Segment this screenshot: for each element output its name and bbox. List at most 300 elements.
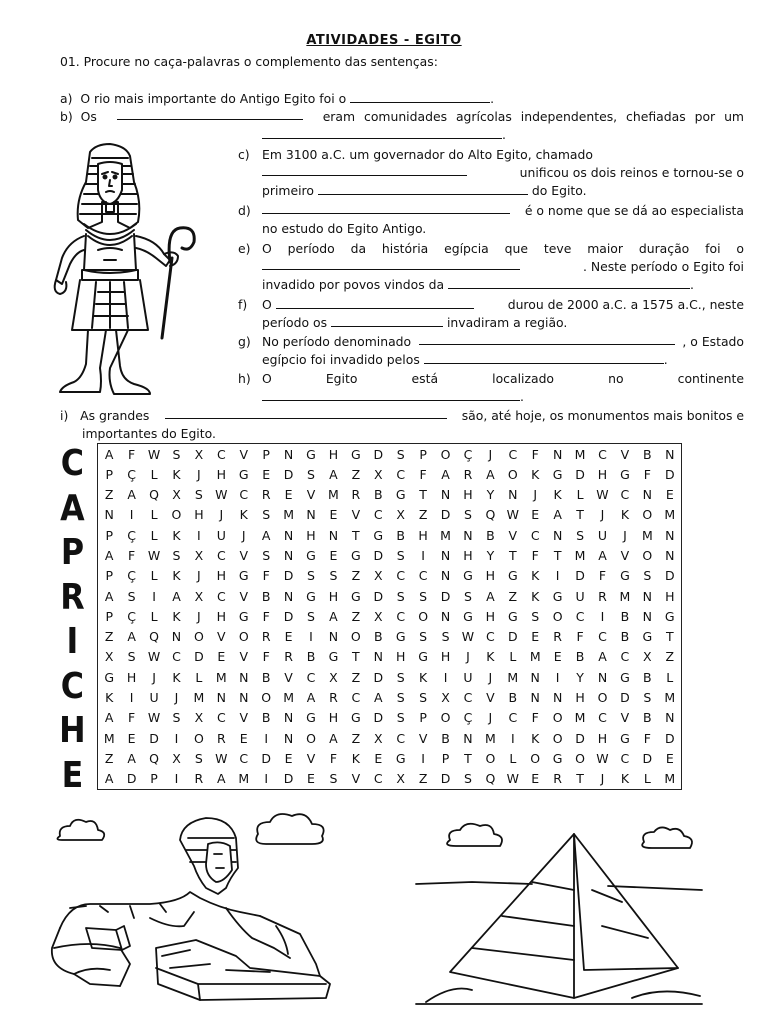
word-search-cell[interactable]: L — [150, 527, 158, 543]
word-search-cell[interactable]: N — [283, 446, 294, 462]
word-search-cell[interactable]: F — [262, 649, 270, 665]
word-search-cell[interactable]: R — [329, 690, 338, 706]
word-search-cell[interactable]: O — [552, 730, 563, 746]
word-search-cell[interactable]: I — [129, 507, 134, 523]
word-search-cell[interactable]: G — [238, 466, 249, 482]
word-search-cell[interactable]: C — [620, 649, 630, 665]
word-search-cell[interactable]: A — [441, 466, 450, 482]
word-search-cell[interactable]: N — [216, 690, 226, 706]
word-search-cell[interactable]: J — [600, 507, 605, 523]
word-search-cell[interactable]: R — [553, 629, 562, 645]
word-search-cell[interactable]: N — [665, 527, 675, 543]
word-search-cell[interactable]: C — [396, 466, 406, 482]
word-search-cell[interactable]: L — [150, 466, 158, 482]
word-search-cell[interactable]: Y — [486, 548, 495, 564]
word-search-cell[interactable]: I — [443, 669, 448, 685]
word-search-cell[interactable]: T — [419, 487, 427, 503]
word-search-cell[interactable]: D — [283, 771, 294, 787]
word-search-cell[interactable]: B — [261, 710, 271, 726]
word-search-cell[interactable]: T — [352, 527, 360, 543]
word-search-cell[interactable]: M — [664, 771, 676, 787]
word-search-cell[interactable]: E — [284, 750, 293, 766]
word-search-cell[interactable]: F — [419, 466, 427, 482]
word-search-cell[interactable]: Q — [485, 507, 496, 523]
word-search-cell[interactable]: N — [508, 487, 518, 503]
word-search-cell[interactable]: F — [531, 710, 539, 726]
word-search-cell[interactable]: W — [147, 710, 161, 726]
word-search-cell[interactable]: R — [261, 629, 271, 645]
word-search-cell[interactable]: Z — [418, 507, 428, 523]
word-search-cell[interactable]: C — [575, 608, 585, 624]
word-search-cell[interactable]: E — [217, 649, 226, 665]
word-search-cell[interactable]: X — [396, 507, 405, 523]
word-search-cell[interactable]: G — [306, 588, 316, 604]
word-search-cell[interactable]: A — [261, 527, 271, 543]
word-search-cell[interactable]: N — [597, 669, 608, 685]
answer-blank[interactable] — [165, 407, 447, 419]
word-search-cell[interactable]: V — [620, 710, 630, 726]
word-search-cell[interactable]: H — [126, 669, 137, 685]
word-search-cell[interactable]: Y — [486, 487, 495, 503]
word-search-cell[interactable]: M — [328, 487, 339, 503]
word-search-cell[interactable]: N — [665, 710, 675, 726]
word-search-cell[interactable]: J — [197, 608, 201, 624]
word-search-cell[interactable]: V — [239, 710, 249, 726]
word-search-cell[interactable]: M — [529, 649, 541, 665]
word-search-cell[interactable]: Ç — [127, 608, 136, 624]
word-search-cell[interactable]: T — [464, 750, 472, 766]
word-search-cell[interactable]: K — [105, 690, 114, 706]
word-search-cell[interactable]: C — [216, 548, 226, 564]
word-search-cell[interactable]: H — [328, 446, 339, 462]
word-search-cell[interactable]: L — [150, 608, 158, 624]
word-search-cell[interactable]: P — [419, 446, 427, 462]
word-search-cell[interactable]: A — [329, 608, 338, 624]
word-search-cell[interactable]: K — [531, 568, 540, 584]
word-search-cell[interactable]: G — [351, 446, 361, 462]
word-search-cell[interactable]: O — [440, 446, 451, 462]
word-search-cell[interactable]: H — [328, 710, 339, 726]
word-search-cell[interactable]: D — [283, 568, 294, 584]
word-search-cell[interactable]: X — [194, 710, 204, 726]
word-search-cell[interactable]: H — [575, 690, 585, 706]
word-search-cell[interactable]: X — [172, 487, 181, 503]
word-search-cell[interactable]: Z — [418, 771, 428, 787]
word-search-cell[interactable]: G — [620, 730, 630, 746]
word-search-cell[interactable]: E — [531, 629, 540, 645]
word-search-cell[interactable]: X — [104, 649, 114, 665]
word-search-cell[interactable]: G — [507, 608, 518, 624]
word-search-cell[interactable]: V — [620, 548, 630, 564]
word-search-cell[interactable]: Z — [351, 730, 361, 746]
word-search-cell[interactable]: N — [552, 446, 563, 462]
word-search-cell[interactable]: O — [171, 507, 182, 523]
word-search-cell[interactable]: H — [418, 527, 428, 543]
word-search-cell[interactable]: G — [552, 750, 563, 766]
word-search-cell[interactable]: V — [418, 730, 428, 746]
word-search-cell[interactable]: S — [643, 690, 652, 706]
answer-blank[interactable] — [117, 108, 303, 120]
word-search-cell[interactable]: X — [373, 466, 383, 482]
word-search-cell[interactable]: N — [283, 710, 294, 726]
word-search-cell[interactable]: N — [283, 730, 294, 746]
word-search-cell[interactable]: N — [328, 629, 339, 645]
word-search-cell[interactable]: E — [262, 466, 271, 482]
word-search-cell[interactable]: I — [600, 608, 605, 624]
word-search-cell[interactable]: N — [440, 608, 451, 624]
word-search-cell[interactable]: C — [530, 527, 540, 543]
word-search-cell[interactable]: S — [463, 507, 472, 523]
word-search-cell[interactable]: B — [643, 710, 652, 726]
word-search-cell[interactable]: E — [374, 750, 383, 766]
word-search-cell[interactable]: N — [552, 527, 563, 543]
word-search-cell[interactable]: T — [576, 507, 584, 523]
word-search-cell[interactable]: R — [598, 588, 607, 604]
word-search-cell[interactable]: H — [395, 649, 406, 665]
word-search-cell[interactable]: D — [149, 730, 159, 746]
word-search-cell[interactable]: Z — [104, 629, 114, 645]
word-search-cell[interactable]: D — [664, 466, 675, 482]
word-search-cell[interactable]: Q — [485, 771, 496, 787]
word-search-cell[interactable]: I — [174, 730, 179, 746]
word-search-cell[interactable]: E — [284, 487, 293, 503]
word-search-cell[interactable]: V — [239, 588, 249, 604]
word-search-cell[interactable]: A — [104, 710, 114, 726]
word-search-cell[interactable]: C — [396, 568, 406, 584]
word-search-cell[interactable]: X — [194, 446, 204, 462]
word-search-cell[interactable]: P — [150, 771, 158, 787]
word-search-cell[interactable]: K — [351, 750, 360, 766]
word-search-cell[interactable]: X — [373, 608, 383, 624]
word-search-cell[interactable]: E — [307, 771, 315, 787]
word-search-cell[interactable]: D — [283, 466, 294, 482]
word-search-cell[interactable]: G — [620, 669, 630, 685]
word-search-cell[interactable]: D — [642, 750, 653, 766]
word-search-cell[interactable]: Ç — [463, 710, 473, 726]
word-search-cell[interactable]: P — [419, 710, 427, 726]
word-search-cell[interactable]: U — [463, 669, 473, 685]
word-search-cell[interactable]: H — [440, 649, 451, 665]
word-search-cell[interactable]: M — [507, 669, 519, 685]
word-search-cell[interactable]: F — [262, 568, 270, 584]
word-search-cell[interactable]: K — [172, 608, 181, 624]
word-search-cell[interactable]: D — [126, 771, 137, 787]
word-search-cell[interactable]: A — [486, 588, 495, 604]
word-search-cell[interactable]: S — [307, 466, 315, 482]
word-search-cell[interactable]: K — [620, 771, 630, 787]
word-search-cell[interactable]: K — [553, 487, 562, 503]
word-search-cell[interactable]: C — [598, 446, 607, 462]
word-search-cell[interactable]: K — [239, 507, 248, 523]
word-search-cell[interactable]: Ç — [463, 446, 473, 462]
word-search-cell[interactable]: M — [484, 730, 496, 746]
word-search-cell[interactable]: S — [396, 548, 405, 564]
word-search-cell[interactable]: N — [530, 669, 540, 685]
word-search-cell[interactable]: A — [104, 446, 114, 462]
word-search-cell[interactable]: M — [641, 527, 653, 543]
word-search-cell[interactable]: D — [261, 750, 271, 766]
word-search-cell[interactable]: F — [128, 446, 136, 462]
word-search-cell[interactable]: A — [104, 771, 114, 787]
word-search-cell[interactable]: G — [642, 629, 653, 645]
word-search-cell[interactable]: Z — [351, 466, 361, 482]
answer-blank[interactable] — [419, 333, 675, 345]
word-search-cell[interactable]: N — [328, 527, 339, 543]
word-search-cell[interactable]: Ç — [127, 568, 136, 584]
word-search-cell[interactable]: Z — [104, 750, 114, 766]
word-search-cell[interactable]: M — [574, 548, 586, 564]
word-search-cell[interactable]: P — [105, 608, 113, 624]
word-search-cell[interactable]: G — [620, 466, 630, 482]
word-search-cell[interactable]: V — [239, 446, 249, 462]
word-search-cell[interactable]: C — [216, 710, 226, 726]
word-search-cell[interactable]: O — [642, 548, 653, 564]
word-search-cell[interactable]: F — [262, 608, 270, 624]
word-search-cell[interactable]: J — [600, 771, 605, 787]
word-search-cell[interactable]: O — [261, 690, 272, 706]
word-search-cell[interactable]: Q — [149, 629, 159, 645]
word-search-cell[interactable]: J — [219, 507, 224, 523]
word-search-cell[interactable]: S — [396, 690, 405, 706]
word-search-cell[interactable]: A — [217, 771, 226, 787]
word-search-cell[interactable]: T — [553, 548, 562, 564]
word-search-cell[interactable]: C — [598, 629, 607, 645]
answer-blank[interactable] — [331, 315, 443, 327]
word-search-cell[interactable]: S — [463, 588, 472, 604]
word-search-cell[interactable]: U — [597, 527, 608, 543]
word-search-cell[interactable]: H — [328, 588, 339, 604]
word-search-cell[interactable]: S — [419, 690, 428, 706]
word-search-cell[interactable]: D — [575, 730, 585, 746]
word-search-cell[interactable]: G — [351, 588, 361, 604]
word-search-cell[interactable]: G — [328, 649, 339, 665]
word-search-cell[interactable]: K — [172, 466, 181, 482]
word-search-cell[interactable]: N — [665, 446, 675, 462]
word-search-cell[interactable]: A — [104, 548, 114, 564]
word-search-cell[interactable]: G — [418, 649, 428, 665]
word-search-cell[interactable]: B — [643, 669, 652, 685]
word-search-cell[interactable]: M — [193, 690, 205, 706]
word-search-cell[interactable]: L — [150, 568, 158, 584]
word-search-cell[interactable]: N — [552, 690, 563, 706]
word-search-cell[interactable]: B — [620, 608, 630, 624]
word-search-cell[interactable]: O — [306, 730, 316, 746]
word-search-cell[interactable]: Q — [149, 487, 159, 503]
word-search-cell[interactable]: J — [174, 690, 179, 706]
word-search-cell[interactable]: M — [574, 446, 586, 462]
word-search-cell[interactable]: S — [194, 750, 203, 766]
word-search-cell[interactable]: F — [128, 710, 136, 726]
word-search-cell[interactable]: I — [264, 730, 268, 746]
word-search-cell[interactable]: N — [306, 507, 316, 523]
word-search-cell[interactable]: H — [216, 466, 227, 482]
word-search-cell[interactable]: N — [642, 487, 653, 503]
word-search-cell[interactable]: J — [623, 527, 627, 543]
word-search-cell[interactable]: S — [194, 487, 203, 503]
answer-blank[interactable] — [424, 352, 664, 364]
word-search-cell[interactable]: V — [306, 750, 316, 766]
word-search-cell[interactable]: T — [352, 649, 360, 665]
word-search-cell[interactable]: H — [194, 507, 204, 523]
word-search-cell[interactable]: B — [306, 649, 316, 665]
word-search-cell[interactable]: E — [553, 649, 562, 665]
word-search-cell[interactable]: J — [197, 466, 201, 482]
word-search-cell[interactable]: A — [486, 466, 495, 482]
word-search-cell[interactable]: N — [463, 730, 473, 746]
word-search-cell[interactable]: U — [149, 690, 159, 706]
word-search-cell[interactable]: M — [619, 588, 631, 604]
word-search-cell[interactable]: M — [238, 771, 250, 787]
word-search-cell[interactable]: H — [665, 588, 675, 604]
word-search-cell[interactable]: I — [510, 730, 515, 746]
word-search-cell[interactable]: B — [396, 527, 405, 543]
word-search-cell[interactable]: C — [306, 669, 316, 685]
word-search-cell[interactable]: N — [104, 507, 114, 523]
word-search-cell[interactable]: P — [441, 750, 450, 766]
word-search-cell[interactable]: W — [147, 649, 161, 665]
word-search-cell[interactable]: A — [127, 487, 136, 503]
word-search-cell[interactable]: T — [576, 771, 584, 787]
word-search-cell[interactable]: C — [598, 710, 607, 726]
word-search-cell[interactable]: X — [373, 730, 383, 746]
word-search-cell[interactable]: C — [216, 588, 226, 604]
word-search-cell[interactable]: M — [664, 690, 676, 706]
word-search-cell[interactable]: G — [351, 710, 361, 726]
word-search-cell[interactable]: M — [283, 690, 294, 706]
word-search-cell[interactable]: O — [507, 466, 518, 482]
answer-blank[interactable] — [262, 202, 510, 214]
word-search-cell[interactable]: D — [373, 548, 384, 564]
word-search-cell[interactable]: G — [507, 568, 518, 584]
word-search-cell[interactable]: M — [664, 507, 676, 523]
word-search-cell[interactable]: S — [396, 710, 405, 726]
word-search-cell[interactable]: S — [329, 771, 338, 787]
word-search-cell[interactable]: S — [396, 669, 405, 685]
word-search-cell[interactable]: N — [463, 527, 473, 543]
word-search-cell[interactable]: F — [643, 466, 651, 482]
word-search-cell[interactable]: L — [643, 771, 651, 787]
word-search-cell[interactable]: U — [216, 527, 226, 543]
word-search-cell[interactable]: M — [215, 669, 227, 685]
word-search-cell[interactable]: R — [216, 730, 226, 746]
word-search-cell[interactable]: G — [238, 568, 249, 584]
word-search-cell[interactable]: V — [306, 487, 316, 503]
word-search-cell[interactable]: K — [172, 669, 181, 685]
word-search-cell[interactable]: D — [620, 690, 630, 706]
word-search-cell[interactable]: H — [463, 487, 473, 503]
word-search-cell[interactable]: X — [373, 568, 383, 584]
word-search-cell[interactable]: J — [152, 669, 156, 685]
word-search-cell[interactable]: X — [194, 588, 204, 604]
word-search-grid[interactable] — [97, 443, 682, 790]
word-search-cell[interactable]: C — [508, 710, 518, 726]
word-search-cell[interactable]: O — [440, 710, 451, 726]
word-search-cell[interactable]: R — [351, 487, 361, 503]
word-search-cell[interactable]: I — [174, 771, 179, 787]
word-search-cell[interactable]: B — [441, 730, 450, 746]
word-search-cell[interactable]: B — [261, 588, 271, 604]
word-search-cell[interactable]: C — [463, 690, 473, 706]
word-search-cell[interactable]: P — [105, 527, 113, 543]
word-search-cell[interactable]: A — [127, 750, 136, 766]
word-search-cell[interactable]: N — [440, 548, 451, 564]
word-search-cell[interactable]: D — [507, 629, 518, 645]
word-search-cell[interactable]: I — [309, 629, 313, 645]
word-search-cell[interactable]: R — [463, 466, 473, 482]
word-search-cell[interactable]: U — [575, 588, 585, 604]
word-search-cell[interactable]: V — [351, 771, 361, 787]
word-search-cell[interactable]: I — [264, 771, 268, 787]
word-search-cell[interactable]: M — [283, 507, 294, 523]
word-search-cell[interactable]: S — [419, 588, 428, 604]
word-search-cell[interactable]: J — [533, 487, 538, 503]
word-search-cell[interactable]: I — [129, 690, 134, 706]
word-search-cell[interactable]: Z — [351, 669, 361, 685]
word-search-cell[interactable]: S — [307, 608, 315, 624]
word-search-cell[interactable]: K — [531, 730, 540, 746]
word-search-cell[interactable]: J — [466, 649, 470, 665]
word-search-cell[interactable]: P — [262, 446, 270, 462]
word-search-cell[interactable]: A — [172, 588, 181, 604]
word-search-cell[interactable]: N — [239, 690, 249, 706]
word-search-cell[interactable]: O — [552, 710, 563, 726]
word-search-cell[interactable]: S — [531, 608, 540, 624]
word-search-cell[interactable]: Z — [351, 568, 361, 584]
word-search-cell[interactable]: N — [283, 527, 294, 543]
word-search-cell[interactable]: Q — [149, 750, 159, 766]
word-search-cell[interactable]: K — [620, 507, 630, 523]
answer-blank[interactable] — [318, 183, 528, 195]
word-search-cell[interactable]: E — [127, 730, 136, 746]
word-search-cell[interactable]: K — [486, 649, 495, 665]
answer-blank[interactable] — [262, 258, 520, 270]
word-search-cell[interactable]: G — [306, 710, 316, 726]
word-search-cell[interactable]: C — [396, 730, 406, 746]
word-search-cell[interactable]: C — [216, 446, 226, 462]
word-search-cell[interactable]: D — [440, 771, 451, 787]
word-search-cell[interactable]: X — [643, 649, 652, 665]
word-search-cell[interactable]: D — [373, 710, 384, 726]
word-search-cell[interactable]: C — [396, 608, 406, 624]
word-search-cell[interactable]: A — [127, 629, 136, 645]
word-search-cell[interactable]: V — [620, 446, 630, 462]
answer-blank[interactable] — [448, 277, 690, 289]
word-search-cell[interactable]: L — [666, 669, 674, 685]
word-search-cell[interactable]: A — [329, 730, 338, 746]
word-search-cell[interactable]: V — [508, 527, 518, 543]
word-search-cell[interactable]: O — [597, 690, 608, 706]
word-search-cell[interactable]: H — [485, 608, 496, 624]
word-search-cell[interactable]: S — [463, 771, 472, 787]
word-search-cell[interactable]: X — [329, 669, 338, 685]
word-search-cell[interactable]: L — [509, 649, 517, 665]
word-search-cell[interactable]: A — [553, 507, 562, 523]
word-search-cell[interactable]: C — [239, 487, 249, 503]
word-search-cell[interactable]: F — [643, 730, 651, 746]
word-search-cell[interactable]: C — [620, 750, 630, 766]
word-search-cell[interactable]: S — [419, 629, 428, 645]
word-search-cell[interactable]: G — [620, 568, 630, 584]
word-search-cell[interactable]: E — [239, 730, 248, 746]
word-search-cell[interactable]: K — [531, 588, 540, 604]
word-search-cell[interactable]: G — [351, 548, 361, 564]
word-search-cell[interactable]: E — [531, 507, 540, 523]
word-search-cell[interactable]: J — [488, 446, 493, 462]
word-search-cell[interactable]: I — [555, 669, 560, 685]
answer-blank[interactable] — [262, 389, 520, 401]
word-search-cell[interactable]: C — [351, 690, 361, 706]
word-search-cell[interactable]: E — [329, 548, 338, 564]
